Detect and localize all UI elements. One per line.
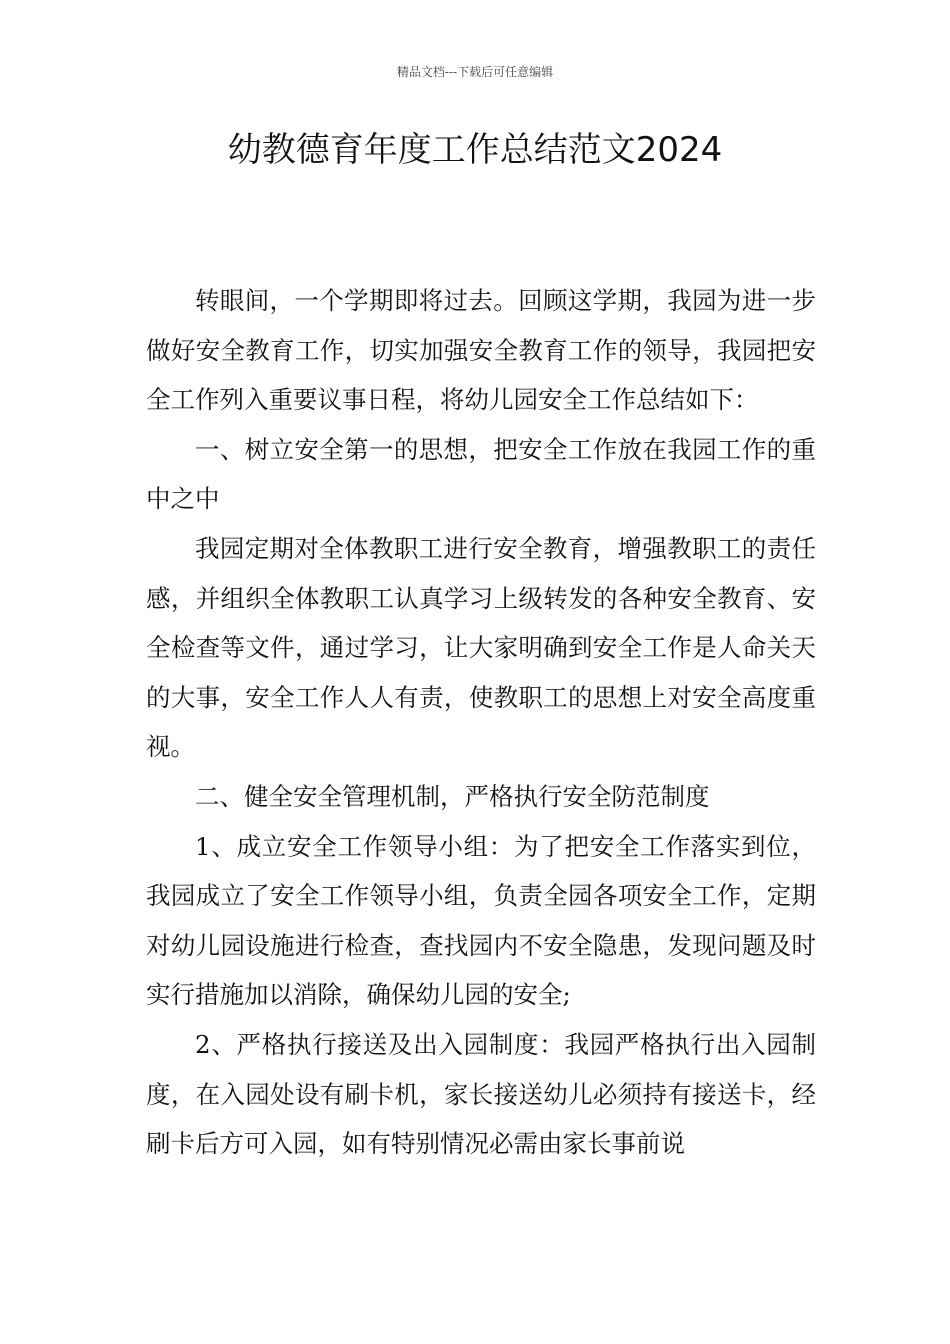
paragraph-section-2-heading: 二、健全安全管理机制，严格执行安全防范制度 [195, 781, 710, 811]
document-body [146, 276, 816, 1169]
paragraph-item-1: 1、成立安全工作领导小组：为了把安全工作落实到位，我园成立了安全工作领导小组，负责全园各项安全工作，定期对幼儿园设施进行检查，查找园内不安全隐患，发现问题及时实行措施加以消除，确保幼儿园的安全; [146, 831, 816, 1010]
paragraph-intro: 转眼间，一个学期即将过去。回顾这学期，我园为进一步做好安全教育工作，切实加强安全教育工作的领导，我园把安全工作列入重要议事日程，将幼儿园安全工作总结如下： [146, 286, 816, 415]
page-header-note: 精品文档---下载后可任意编辑 [396, 65, 554, 79]
paragraph-item-2: 2、严格执行接送及出入园制度：我园严格执行出入园制度，在入园处设有刷卡机，家长接送幼儿必须持有接送卡，经刷卡后方可入园，如有特别情况必需由家长事前说 [146, 1029, 816, 1159]
document-title: 幼教德育年度工作总结范文2024 [227, 130, 723, 170]
paragraph-section-1-heading: 一、树立安全第一的思想，把安全工作放在我园工作的重中之中 [146, 434, 816, 514]
paragraph-section-1-body: 我园定期对全体教职工进行安全教育，增强教职工的责任感，并组织全体教职工认真学习上级转发的各种安全教育、安全检查等文件，通过学习，让大家明确到安全工作是人命关天的大事，安全工作人人有责，使教职工的思想上对安全高度重视。 [146, 533, 816, 762]
